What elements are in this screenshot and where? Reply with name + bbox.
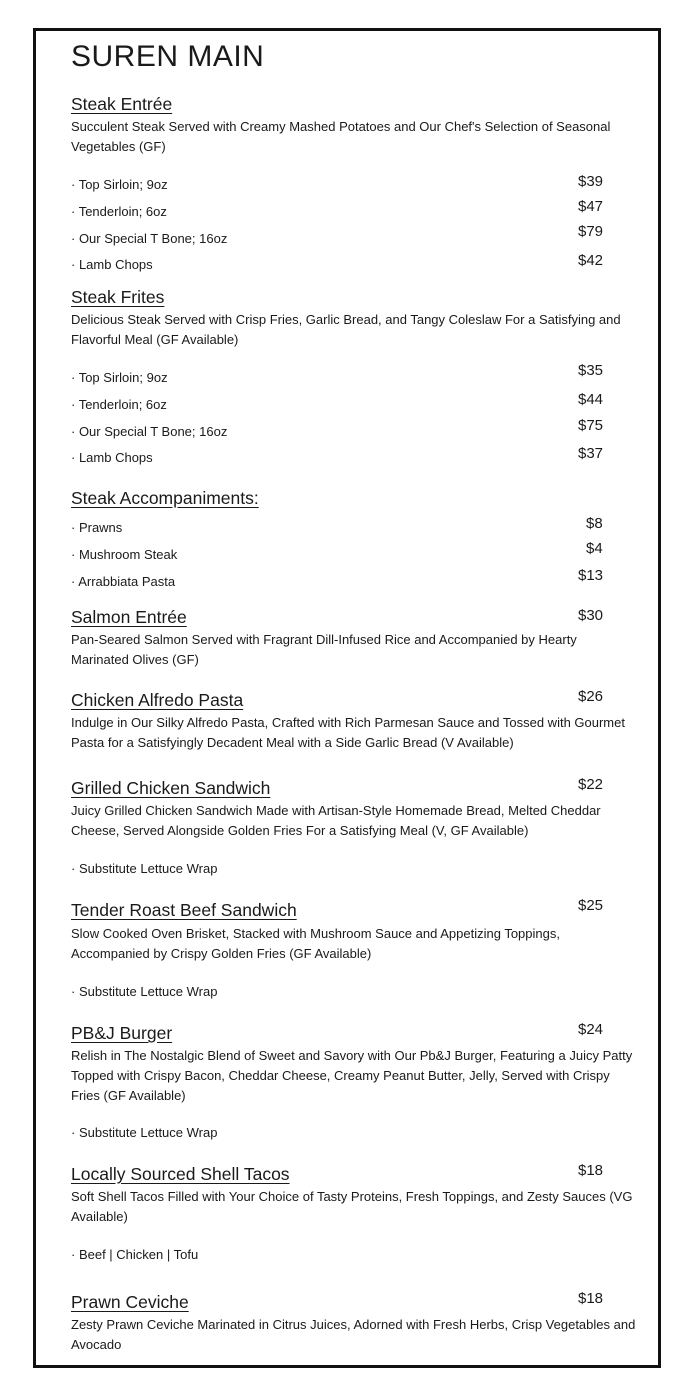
section-description-locally-sourced-shell-tacos: Soft Shell Tacos Filled with Your Choice of Tasty Proteins, Fresh Toppings, and Zesty Sauces (VG Available): [71, 1189, 633, 1224]
section-price: $22: [578, 776, 604, 793]
item-label: · Top Sirloin; 9oz: [71, 177, 168, 192]
section-price: $18: [578, 1162, 604, 1179]
section-description-grilled-chicken-sandwich: Juicy Grilled Chicken Sandwich Made with Artisan-Style Homemade Bread, Melted Cheddar Cheese, Served Alongside Golden Fries For a Satisfying Meal (V, GF Available): [71, 803, 601, 838]
section-description-chicken-alfredo-pasta: Indulge in Our Silky Alfredo Pasta, Crafted with Rich Parmesan Sauce and Tossed with Gourmet Pasta for a Satisfyingly Decadent Meal with a Side Garlic Bread (V Available): [71, 715, 625, 750]
item-price: $13: [578, 567, 604, 584]
item-price: $37: [578, 445, 604, 462]
section-price: $30: [578, 607, 604, 624]
item-price: $8: [586, 515, 603, 532]
section-title-grilled-chicken-sandwich: Grilled Chicken Sandwich: [71, 778, 271, 798]
item-label: · Arrabbiata Pasta: [71, 574, 176, 589]
menu-title: SUREN MAIN: [71, 40, 265, 73]
item-price: $44: [578, 391, 604, 408]
item-price: $4: [586, 540, 603, 557]
section-title-pbj-burger: PB&J Burger: [71, 1023, 173, 1043]
section-description-steak-entree: Succulent Steak Served with Creamy Mashed Potatoes and Our Chef's Selection of Seasonal Vegetables (GF): [71, 119, 611, 154]
item-price: $79: [578, 223, 604, 240]
section-title-steak-frites: Steak Frites: [71, 287, 165, 307]
section-title-chicken-alfredo-pasta: Chicken Alfredo Pasta: [71, 690, 244, 710]
item-label: · Mushroom Steak: [71, 547, 178, 562]
item-label: · Substitute Lettuce Wrap: [71, 984, 218, 999]
section-price: $24: [578, 1021, 604, 1038]
item-label: · Lamb Chops: [71, 257, 153, 272]
section-description-prawn-ceviche: Zesty Prawn Ceviche Marinated in Citrus Juices, Adorned with Fresh Herbs, Crisp Vegetables and Avocado: [71, 1317, 636, 1352]
section-description-salmon-entree: Pan-Seared Salmon Served with Fragrant Dill-Infused Rice and Accompanied by Hearty Marinated Olives (GF): [71, 632, 577, 667]
item-label: · Prawns: [71, 520, 123, 535]
section-title-steak-accompaniments: Steak Accompaniments:: [71, 488, 259, 508]
section-description-tender-roast-beef-sandwich: Slow Cooked Oven Brisket, Stacked with Mushroom Sauce and Appetizing Toppings, Accompanied by Crispy Golden Fries (GF Available): [71, 926, 560, 961]
item-label: · Tenderloin; 6oz: [71, 204, 167, 219]
section-title-salmon-entree: Salmon Entrée: [71, 607, 187, 627]
section-title-steak-entree: Steak Entrée: [71, 94, 173, 114]
section-title-locally-sourced-shell-tacos: Locally Sourced Shell Tacos: [71, 1164, 290, 1184]
item-price: $35: [578, 362, 604, 379]
section-price: $18: [578, 1290, 604, 1307]
item-label: · Substitute Lettuce Wrap: [71, 1125, 218, 1140]
item-price: $39: [578, 173, 604, 190]
item-label: · Our Special T Bone; 16oz: [71, 231, 228, 246]
section-price: $25: [578, 897, 604, 914]
item-label: · Top Sirloin; 9oz: [71, 370, 168, 385]
item-label: · Substitute Lettuce Wrap: [71, 861, 218, 876]
item-price: $75: [578, 417, 604, 434]
section-title-prawn-ceviche: Prawn Ceviche: [71, 1292, 189, 1312]
section-description-pbj-burger: Relish in The Nostalgic Blend of Sweet and Savory with Our Pb&J Burger, Featuring a Juicy Patty Topped with Crispy Bacon, Cheddar Cheese, Creamy Peanut Butter, Jelly, Served with Crispy Fries (GF Available): [71, 1048, 633, 1103]
item-label: · Our Special T Bone; 16oz: [71, 424, 228, 439]
section-price: $26: [578, 688, 604, 705]
section-title-tender-roast-beef-sandwich: Tender Roast Beef Sandwich: [71, 900, 297, 920]
item-label: · Lamb Chops: [71, 450, 153, 465]
section-description-steak-frites: Delicious Steak Served with Crisp Fries, Garlic Bread, and Tangy Coleslaw For a Satisfying and Flavorful Meal (GF Available): [71, 312, 621, 347]
item-price: $42: [578, 252, 604, 269]
item-label: · Tenderloin; 6oz: [71, 397, 167, 412]
item-price: $47: [578, 198, 604, 215]
item-label: · Beef | Chicken | Tofu: [71, 1247, 199, 1262]
